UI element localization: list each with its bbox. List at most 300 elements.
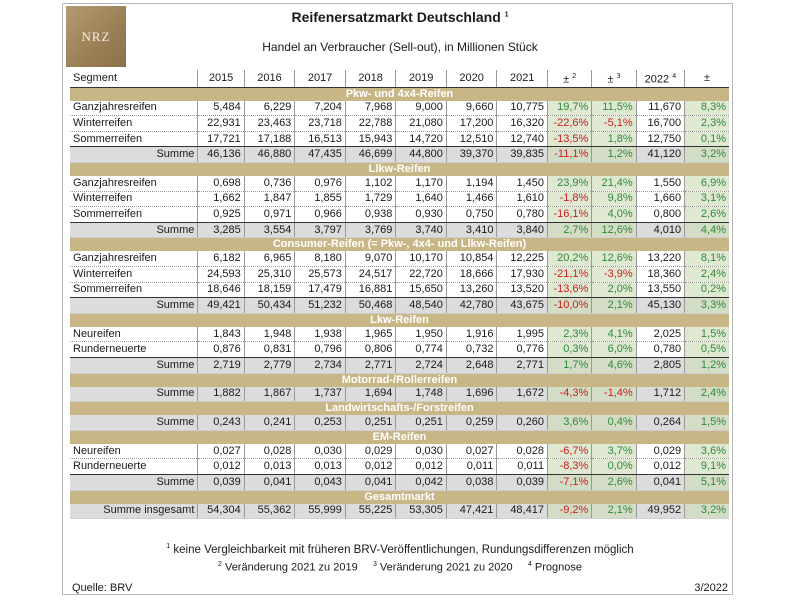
table-row [70,267,729,283]
value-cell: 13,260 [446,282,497,298]
value-cell: 2,734 [295,357,346,373]
value-cell: 1,729 [345,191,396,207]
value-cell: 0,251 [396,415,447,430]
value-cell: 1,948 [244,327,295,342]
footnote-4-text: Prognose [531,561,582,574]
column-header-label: 2017 [307,71,333,84]
value-cell: 0,043 [295,474,346,490]
value-cell: 7,968 [345,101,396,116]
change-vs-2019-cell: -21,1% [547,267,591,283]
sum-row [70,298,729,314]
forecast-2022-cell: 41,120 [636,147,684,163]
change-vs-2019-cell: 2,3% [547,327,591,342]
change-2022-cell: 3,1% [685,191,729,207]
value-cell: 0,011 [497,459,548,475]
value-cell: 55,999 [295,504,346,519]
value-cell: 3,769 [345,222,396,238]
forecast-2022-cell: 2,805 [636,357,684,373]
value-cell: 0,041 [345,474,396,490]
value-cell: 1,916 [446,327,497,342]
value-cell: 0,971 [244,207,295,223]
forecast-2022-cell: 1,660 [636,191,684,207]
table-row [70,444,729,459]
change-vs-2020-cell: 4,1% [592,327,636,342]
table-row [70,327,729,342]
column-header-label: ± [607,73,617,86]
value-cell: 0,780 [497,207,548,223]
value-cell: 3,285 [198,222,244,238]
row-label: Summe insgesamt [70,504,198,519]
value-cell: 0,938 [345,207,396,223]
column-header [547,70,591,87]
row-label: Ganzjahresreifen [70,176,198,191]
value-cell: 3,797 [295,222,346,238]
column-header [446,70,497,87]
value-cell: 0,028 [497,444,548,459]
value-cell: 0,251 [345,415,396,430]
value-cell: 0,013 [295,459,346,475]
value-cell: 14,720 [396,131,447,147]
sum-row [70,147,729,163]
footnote-1 [100,543,700,556]
row-label: Summe [70,357,198,373]
change-2022-cell: 3,6% [685,444,729,459]
value-cell: 8,180 [295,251,346,266]
value-cell: 0,925 [198,207,244,223]
sum-row [70,504,729,519]
value-cell: 0,041 [244,474,295,490]
value-cell: 15,943 [345,131,396,147]
value-cell: 46,136 [198,147,244,163]
row-label: Runderneuerte [70,342,198,358]
change-vs-2020-cell: 6,0% [592,342,636,358]
column-header [592,70,636,87]
table-row [70,131,729,147]
value-cell: 44,800 [396,147,447,163]
row-label: Neureifen [70,327,198,342]
value-cell: 50,468 [345,298,396,314]
section-header [70,87,729,101]
footnote-2-mark: 2 [218,561,222,568]
value-cell: 0,012 [345,459,396,475]
value-cell: 1,170 [396,176,447,191]
change-vs-2019-cell: -13,5% [547,131,591,147]
value-cell: 1,950 [396,327,447,342]
section-header [70,163,729,177]
change-vs-2020-cell: 4,0% [592,207,636,223]
change-vs-2020-cell: 1,2% [592,147,636,163]
section-title: EM-Reifen [70,430,729,444]
value-cell: 24,593 [198,267,244,283]
change-vs-2020-cell: 0,4% [592,415,636,430]
value-cell: 0,011 [446,459,497,475]
table-row [70,342,729,358]
value-cell: 48,417 [497,504,548,519]
value-cell: 1,466 [446,191,497,207]
value-cell: 13,520 [497,282,548,298]
change-2022-cell: 1,2% [685,357,729,373]
value-cell: 18,666 [446,267,497,283]
value-cell: 17,721 [198,131,244,147]
section-title: Lkw-Reifen [70,313,729,327]
value-cell: 1,847 [244,191,295,207]
value-cell: 0,039 [497,474,548,490]
title-text: Reifenersatzmarkt Deutschland [291,9,501,25]
section-title: Llkw-Reifen [70,163,729,177]
value-cell: 3,410 [446,222,497,238]
change-2022-cell: 0,5% [685,342,729,358]
row-label: Summe [70,415,198,430]
change-2022-cell: 6,9% [685,176,729,191]
value-cell: 1,696 [446,387,497,402]
value-cell: 18,159 [244,282,295,298]
value-cell: 2,779 [244,357,295,373]
forecast-2022-cell: 0,041 [636,474,684,490]
table-row [70,116,729,132]
change-2022-cell: 4,4% [685,222,729,238]
footnote-4-mark: 4 [527,561,532,568]
section-title: Consumer-Reifen (= Pkw-, 4x4- und Llkw-Reifen) [70,238,729,252]
forecast-2022-cell: 2,025 [636,327,684,342]
table-row [70,459,729,475]
section-title: Gesamtmarkt [70,490,729,504]
column-header-label: Segment [73,71,118,84]
page-subtitle: Handel an Verbraucher (Sell-out), in Millionen Stück [262,40,538,54]
column-header-label: 2021 [509,71,535,84]
value-cell: 0,241 [244,415,295,430]
change-vs-2020-cell: 2,1% [592,298,636,314]
value-cell: 0,027 [198,444,244,459]
change-vs-2020-cell: 9,8% [592,191,636,207]
value-cell: 55,362 [244,504,295,519]
table-row [70,251,729,266]
value-cell: 42,780 [446,298,497,314]
value-cell: 46,699 [345,147,396,163]
column-header [345,70,396,87]
value-cell: 2,771 [497,357,548,373]
value-cell: 22,788 [345,116,396,132]
value-cell: 0,930 [396,207,447,223]
footnote-2-text: Veränderung 2021 zu 2019 [221,561,358,574]
section-title: Landwirtschafts-/Forstreifen [70,402,729,416]
change-vs-2019-cell: -22,6% [547,116,591,132]
table-row [70,207,729,223]
change-vs-2019-cell: -1,8% [547,191,591,207]
section-header [70,490,729,504]
row-label: Sommerreifen [70,207,198,223]
column-header-label: ± [563,73,573,86]
change-vs-2019-cell: -16,1% [547,207,591,223]
column-header-label: 2019 [408,71,434,84]
value-cell: 10,775 [497,101,548,116]
value-cell: 43,675 [497,298,548,314]
footnote-1-text: keine Vergleichbarkeit mit früheren BRV-Veröffentlichungen, Rundungsdifferenzen möglich [170,543,634,556]
header-row [70,70,729,87]
change-2022-cell: 2,6% [685,207,729,223]
sum-row [70,387,729,402]
change-vs-2019-cell: -7,1% [547,474,591,490]
value-cell: 0,028 [244,444,295,459]
value-cell: 0,976 [295,176,346,191]
change-2022-cell: 9,1% [685,459,729,475]
value-cell: 1,938 [295,327,346,342]
column-header-label: 2018 [358,71,383,84]
row-label: Neureifen [70,444,198,459]
value-cell: 16,513 [295,131,346,147]
value-cell: 50,434 [244,298,295,314]
value-cell: 0,029 [345,444,396,459]
row-label: Summe [70,387,198,402]
column-header-label: 2016 [257,71,282,84]
forecast-2022-cell: 1,550 [636,176,684,191]
footnote-1-mark: 1 [166,543,171,550]
column-header-footnote-mark: 4 [672,73,677,80]
change-vs-2020-cell: 2,1% [592,504,636,519]
change-vs-2020-cell: 2,6% [592,474,636,490]
section-header [70,402,729,416]
change-vs-2019-cell: 19,7% [547,101,591,116]
sum-row [70,474,729,490]
change-vs-2019-cell: -13,6% [547,282,591,298]
column-header [70,70,198,87]
row-label: Ganzjahresreifen [70,101,198,116]
value-cell: 1,867 [244,387,295,402]
column-header [396,70,447,87]
change-2022-cell: 1,5% [685,415,729,430]
value-cell: 53,305 [396,504,447,519]
change-vs-2020-cell: -3,9% [592,267,636,283]
change-vs-2019-cell: -8,3% [547,459,591,475]
value-cell: 15,650 [396,282,447,298]
change-2022-cell: 5,1% [685,474,729,490]
value-cell: 0,776 [497,342,548,358]
value-cell: 0,243 [198,415,244,430]
column-header-label: 2022 [644,73,673,86]
value-cell: 49,421 [198,298,244,314]
sum-row [70,415,729,430]
value-cell: 23,718 [295,116,346,132]
value-cell: 22,720 [396,267,447,283]
value-cell: 1,672 [497,387,548,402]
change-vs-2020-cell: 0,0% [592,459,636,475]
value-cell: 55,225 [345,504,396,519]
value-cell: 10,854 [446,251,497,266]
change-vs-2019-cell: -4,3% [547,387,591,402]
forecast-2022-cell: 18,360 [636,267,684,283]
market-table [70,70,729,519]
column-header [685,70,729,87]
value-cell: 1,748 [396,387,447,402]
section-header [70,238,729,252]
value-cell: 48,540 [396,298,447,314]
value-cell: 10,170 [396,251,447,266]
value-cell: 0,259 [446,415,497,430]
forecast-2022-cell: 0,012 [636,459,684,475]
value-cell: 0,736 [244,176,295,191]
table-row [70,282,729,298]
row-label: Winterreifen [70,116,198,132]
value-cell: 0,831 [244,342,295,358]
value-cell: 54,304 [198,504,244,519]
footnote-2-4 [100,561,700,574]
value-cell: 12,510 [446,131,497,147]
value-cell: 2,648 [446,357,497,373]
value-cell: 1,640 [396,191,447,207]
value-cell: 1,450 [497,176,548,191]
row-label: Runderneuerte [70,459,198,475]
value-cell: 6,182 [198,251,244,266]
row-label: Summe [70,474,198,490]
column-header-label: 2020 [459,71,484,84]
table-row [70,191,729,207]
value-cell: 0,732 [446,342,497,358]
sum-row [70,222,729,238]
value-cell: 1,882 [198,387,244,402]
change-2022-cell: 3,2% [685,504,729,519]
value-cell: 0,806 [345,342,396,358]
value-cell: 3,740 [396,222,447,238]
footnote-3-text: Veränderung 2021 zu 2020 [376,561,513,574]
title-footnote-mark: 1 [504,11,509,19]
row-label: Winterreifen [70,191,198,207]
section-header [70,373,729,387]
value-cell: 25,310 [244,267,295,283]
value-cell: 9,070 [345,251,396,266]
value-cell: 22,931 [198,116,244,132]
row-label: Ganzjahresreifen [70,251,198,266]
change-vs-2019-cell: -11,1% [547,147,591,163]
forecast-2022-cell: 49,952 [636,504,684,519]
row-label: Summe [70,222,198,238]
value-cell: 47,421 [446,504,497,519]
value-cell: 0,030 [295,444,346,459]
change-vs-2020-cell: 1,8% [592,131,636,147]
value-cell: 0,013 [244,459,295,475]
footnote-3-mark: 3 [372,561,377,568]
value-cell: 39,835 [497,147,548,163]
value-cell: 12,740 [497,131,548,147]
value-cell: 47,435 [295,147,346,163]
nrz-logo [66,6,126,67]
value-cell: 1,194 [446,176,497,191]
column-header-footnote-mark: 2 [572,73,577,80]
forecast-2022-cell: 1,712 [636,387,684,402]
change-vs-2020-cell: 2,0% [592,282,636,298]
change-vs-2020-cell: 3,7% [592,444,636,459]
change-2022-cell: 2,4% [685,267,729,283]
value-cell: 1,965 [345,327,396,342]
value-cell: 0,774 [396,342,447,358]
value-cell: 0,876 [198,342,244,358]
value-cell: 7,204 [295,101,346,116]
change-vs-2019-cell: 2,7% [547,222,591,238]
change-vs-2019-cell: 3,6% [547,415,591,430]
value-cell: 1,995 [497,327,548,342]
change-2022-cell: 3,2% [685,147,729,163]
column-header-label: ± [704,71,711,84]
value-cell: 21,080 [396,116,447,132]
change-2022-cell: 0,2% [685,282,729,298]
value-cell: 0,750 [446,207,497,223]
value-cell: 9,660 [446,101,497,116]
value-cell: 17,200 [446,116,497,132]
value-cell: 9,000 [396,101,447,116]
value-cell: 17,479 [295,282,346,298]
value-cell: 39,370 [446,147,497,163]
value-cell: 2,771 [345,357,396,373]
value-cell: 1,102 [345,176,396,191]
change-vs-2019-cell: 0,3% [547,342,591,358]
table-row [70,176,729,191]
value-cell: 3,840 [497,222,548,238]
forecast-2022-cell: 13,550 [636,282,684,298]
page-title [200,9,600,25]
section-header [70,430,729,444]
source-label: Quelle: BRV [72,582,133,594]
forecast-2022-cell: 0,780 [636,342,684,358]
value-cell: 1,610 [497,191,548,207]
change-vs-2019-cell: 23,9% [547,176,591,191]
row-label: Sommerreifen [70,131,198,147]
value-cell: 6,965 [244,251,295,266]
column-header [198,70,244,87]
column-header [244,70,295,87]
row-label: Summe [70,147,198,163]
value-cell: 25,573 [295,267,346,283]
change-vs-2020-cell: 21,4% [592,176,636,191]
value-cell: 0,012 [198,459,244,475]
change-2022-cell: 8,1% [685,251,729,266]
forecast-2022-cell: 0,029 [636,444,684,459]
change-2022-cell: 2,4% [685,387,729,402]
value-cell: 0,027 [446,444,497,459]
table-row [70,101,729,116]
change-2022-cell: 2,3% [685,116,729,132]
change-vs-2019-cell: 20,2% [547,251,591,266]
change-vs-2019-cell: -9,2% [547,504,591,519]
row-label: Winterreifen [70,267,198,283]
forecast-2022-cell: 0,264 [636,415,684,430]
value-cell: 0,038 [446,474,497,490]
row-label: Sommerreifen [70,282,198,298]
forecast-2022-cell: 4,010 [636,222,684,238]
value-cell: 17,930 [497,267,548,283]
value-cell: 0,253 [295,415,346,430]
change-vs-2020-cell: -1,4% [592,387,636,402]
change-vs-2020-cell: 12,6% [592,222,636,238]
value-cell: 18,646 [198,282,244,298]
value-cell: 1,694 [345,387,396,402]
value-cell: 2,724 [396,357,447,373]
value-cell: 3,554 [244,222,295,238]
change-vs-2020-cell: 11,5% [592,101,636,116]
change-vs-2020-cell: 4,6% [592,357,636,373]
column-header-footnote-mark: 3 [616,73,621,80]
value-cell: 5,484 [198,101,244,116]
column-header [295,70,346,87]
value-cell: 24,517 [345,267,396,283]
column-header [497,70,548,87]
column-header [636,70,684,87]
value-cell: 0,796 [295,342,346,358]
value-cell: 12,225 [497,251,548,266]
forecast-2022-cell: 16,700 [636,116,684,132]
value-cell: 1,662 [198,191,244,207]
change-vs-2019-cell: 1,7% [547,357,591,373]
value-cell: 0,260 [497,415,548,430]
row-label: Summe [70,298,198,314]
value-cell: 16,881 [345,282,396,298]
